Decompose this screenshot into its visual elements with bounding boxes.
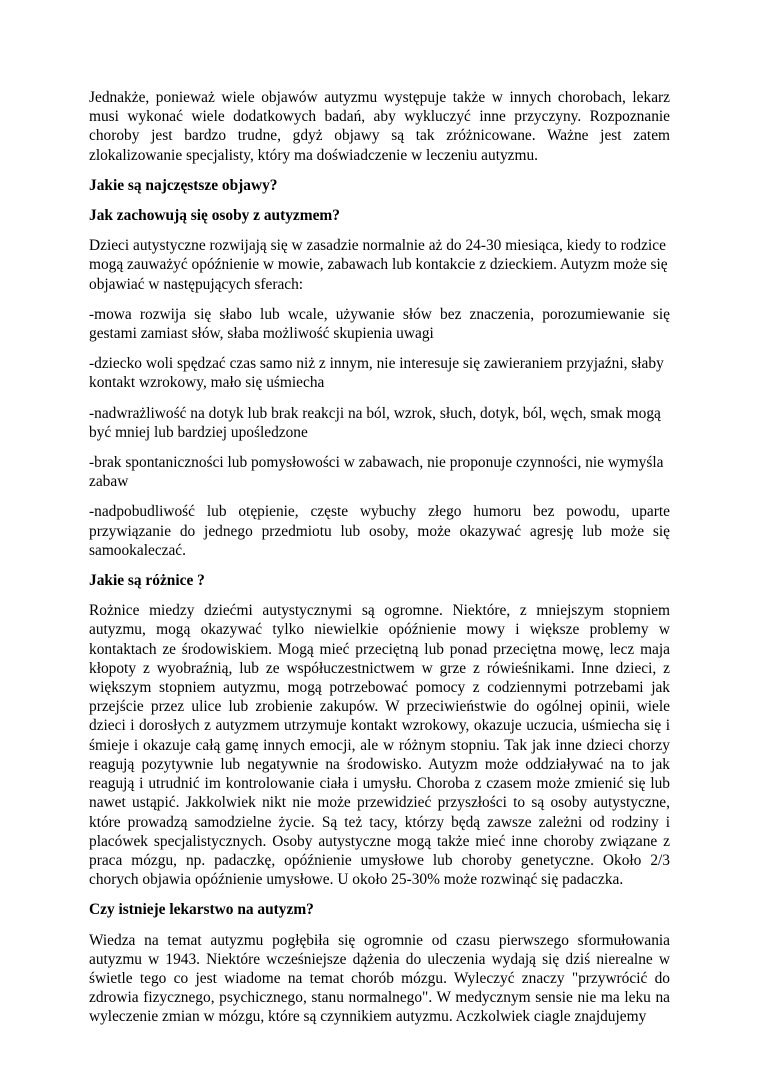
paragraph-symptom-speech: -mowa rozwija się słabo lub wcale, używanie słów bez znaczenia, porozumiewanie się gestami zamiast słów, słaba możliwość skupienia uwagi: [89, 305, 670, 343]
document-page: [89, 88, 670, 1038]
heading-behavior: Jak zachowują się osoby z autyzmem?: [89, 207, 340, 225]
paragraph-symptom-social: -dziecko woli spędzać czas samo niż z innym, nie interesuje się zawieraniem przyjaźni, słaby kontakt wzrokowy, mało się uśmiecha: [89, 355, 664, 392]
paragraph-symptom-senses: -nadwrażliwość na dotyk lub brak reakcji na ból, wzrok, słuch, dotyk, ból, węch, smak mogą być mniej lub bardziej upośledzone: [89, 404, 661, 441]
paragraph-cure: Wiedza na temat autyzmu pogłębiła się ogromnie od czasu pierwszego sformułowania autyzmu w 1943. Niektóre wcześniejsze dążenia do uleczenia wydają się dziś nierealne w świetle tego co jest wiadome na temat chorób mózgu. Wyleczyć znaczy "przywrócić do zdrowia fizycznego, psychicznego, stanu normalnego". W medycznym sensie nie ma leku na wyleczenie zmian w mózgu, które są czynnikiem autyzmu. Aczkolwiek ciagle znajdujemy: [89, 931, 670, 1026]
heading-common-symptoms: Jakie są najczęstsze objawy?: [89, 176, 278, 194]
heading-cure: Czy istnieje lekarstwo na autyzm?: [89, 901, 314, 919]
paragraph-symptom-behavior: -nadpobudliwość lub otępienie, częste wybuchy złego humoru bez powodu, uparte przywiązanie do jednego przedmiotu lub osoby, może okazywać agresję lub może się samookaleczać.: [89, 503, 670, 559]
heading-differences: Jakie są różnice ?: [89, 572, 205, 590]
paragraph-symptom-play: -brak spontaniczności lub pomysłowości w zabawach, nie proponuje czynności, nie wymyśla zabaw: [89, 454, 664, 491]
paragraph-intro: Jednakże, ponieważ wiele objawów autyzmu występuje także w innych chorobach, lekarz musi wykonać wiele dodatkowych badań, aby wykluczyć inne przyczyny. Rozpoznanie choroby jest bardzo trudne, gdyż objawy są tak zróżnicowane. Ważne jest zatem zlokalizowanie specjalisty, który ma doświadczenie w leczeniu autyzmu.: [89, 89, 670, 164]
paragraph-differences: Rożnice miedzy dziećmi autystycznymi są ogromne. Niektóre, z mniejszym stopniem autyzmu, mogą okazywać tylko niewielkie opóźnienie mowy i większe problemy w kontaktach ze środowiskiem. Mogą mieć przeciętną lub ponad przeciętna mowę, lecz maja kłopoty z wyobraźnią, lub ze współuczestnictwem w grze z rówieśnikami. Inne dzieci, z większym stopniem autyzmu, mogą potrzebować pomocy z codziennymi potrzebami jak przejście przez ulice lub zrobienie zakupów. W przeciwieństwie do ogólnej opinii, wiele dzieci i dorosłych z autyzmem utrzymuje kontakt wzrokowy, okazuje uczucia, uśmiecha się i śmieje i okazuje całą gamę innych emocji, ale w różnym stopniu. Tak jak inne dzieci chorzy reagują pozytywnie lub negatywnie na środowisko. Autyzm może oddziaływać na to jak reagują i utrudnić im kontrolowanie ciała i umysłu. Choroba z czasem może zmienić się lub nawet ustąpić. Jakkolwiek nikt nie może przewidzieć przyszłości to są osoby autystyczne, które prowadzą samodzielne życie. Są też tacy, którzy będą zawsze zależni od rodziny i placówek specjalistycznych. Osoby autystyczne mogą także mieć inne choroby związane z praca mózgu, np. padaczkę, opóźnienie umysłowe lub choroby genetyczne. Około 2/3 chorych objawia opóźnienie umysłowe. U około 25-30% może rozwinąć się padaczka.: [89, 602, 670, 889]
paragraph-development: Dzieci autystyczne rozwijają się w zasadzie normalnie aż do 24-30 miesiąca, kiedy to rodzice mogą zauważyć opóźnienie w mowie, zabawach lub kontakcie z dzieckiem. Autyzm może się objawiać w następujących sferach:: [89, 237, 668, 293]
